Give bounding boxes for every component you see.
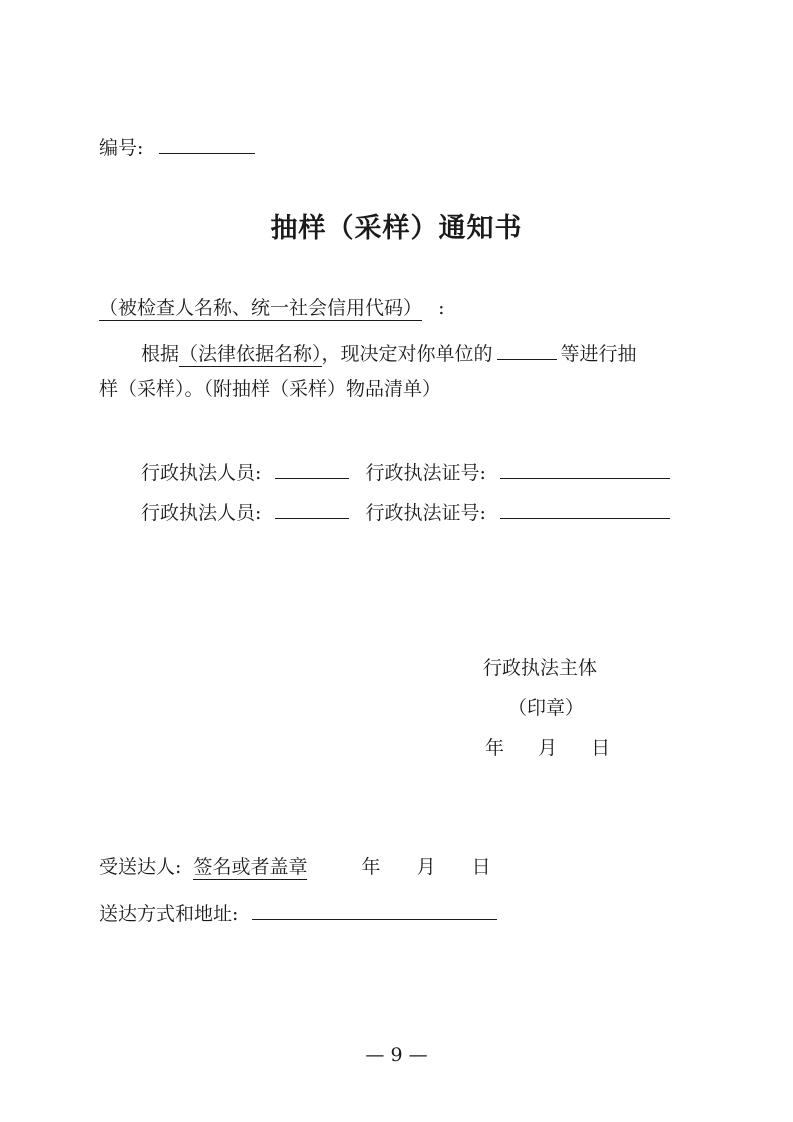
- issuer-seal: （印章）: [508, 697, 585, 719]
- cert-number-blank[interactable]: [500, 496, 670, 519]
- receipt-date-month: 月: [416, 856, 436, 878]
- officer-row: [141, 456, 670, 485]
- addressee-colon: :: [438, 297, 445, 319]
- receipt-date-day: 日: [471, 856, 491, 878]
- issuer-date-month: 月: [538, 737, 558, 759]
- body-line-1: [141, 337, 637, 366]
- page-number: — 9 —: [365, 1044, 428, 1066]
- receipt-date-year: 年: [361, 856, 381, 878]
- delivery-method-blank[interactable]: [252, 897, 497, 920]
- issuer-entity: 行政执法主体: [483, 657, 598, 679]
- body-suffix: 等进行抽: [560, 343, 637, 365]
- officer-label: 行政执法人员:: [141, 462, 262, 484]
- issuer-date-year: 年: [485, 737, 505, 759]
- page-title: 抽样（采样）通知书: [270, 213, 523, 244]
- signature-hint[interactable]: 签名或者盖章: [193, 856, 308, 878]
- issuer-date: [485, 736, 610, 760]
- cert-label: 行政执法证号:: [365, 462, 486, 484]
- doc-number-label: 编号:: [99, 137, 144, 159]
- issuer-date-day: 日: [591, 737, 611, 759]
- body-line-2: 样（采样）。（附抽样（采样）物品清单）: [99, 378, 442, 400]
- addressee-row: [99, 296, 444, 320]
- delivery-method-row: [99, 897, 497, 926]
- recipient-row: [99, 855, 491, 879]
- delivery-method-label: 送达方式和地址:: [99, 903, 239, 925]
- officer-row: [141, 496, 670, 525]
- cert-label: 行政执法证号:: [365, 502, 486, 524]
- recipient-label: 受送达人:: [99, 856, 182, 878]
- body-middle: ，现决定对你单位的: [321, 343, 493, 365]
- sampling-items-blank[interactable]: [497, 337, 557, 360]
- doc-number-blank[interactable]: [159, 131, 255, 154]
- addressee-placeholder[interactable]: （被检查人名称、统一社会信用代码）: [99, 297, 423, 319]
- officer-label: 行政执法人员:: [141, 502, 262, 524]
- doc-number-row: [99, 131, 255, 160]
- officer-name-blank[interactable]: [275, 496, 349, 519]
- body-prefix: 根据: [141, 343, 180, 365]
- officer-name-blank[interactable]: [275, 456, 349, 479]
- legal-basis-placeholder[interactable]: （法律依据名称）: [179, 343, 322, 365]
- cert-number-blank[interactable]: [500, 456, 670, 479]
